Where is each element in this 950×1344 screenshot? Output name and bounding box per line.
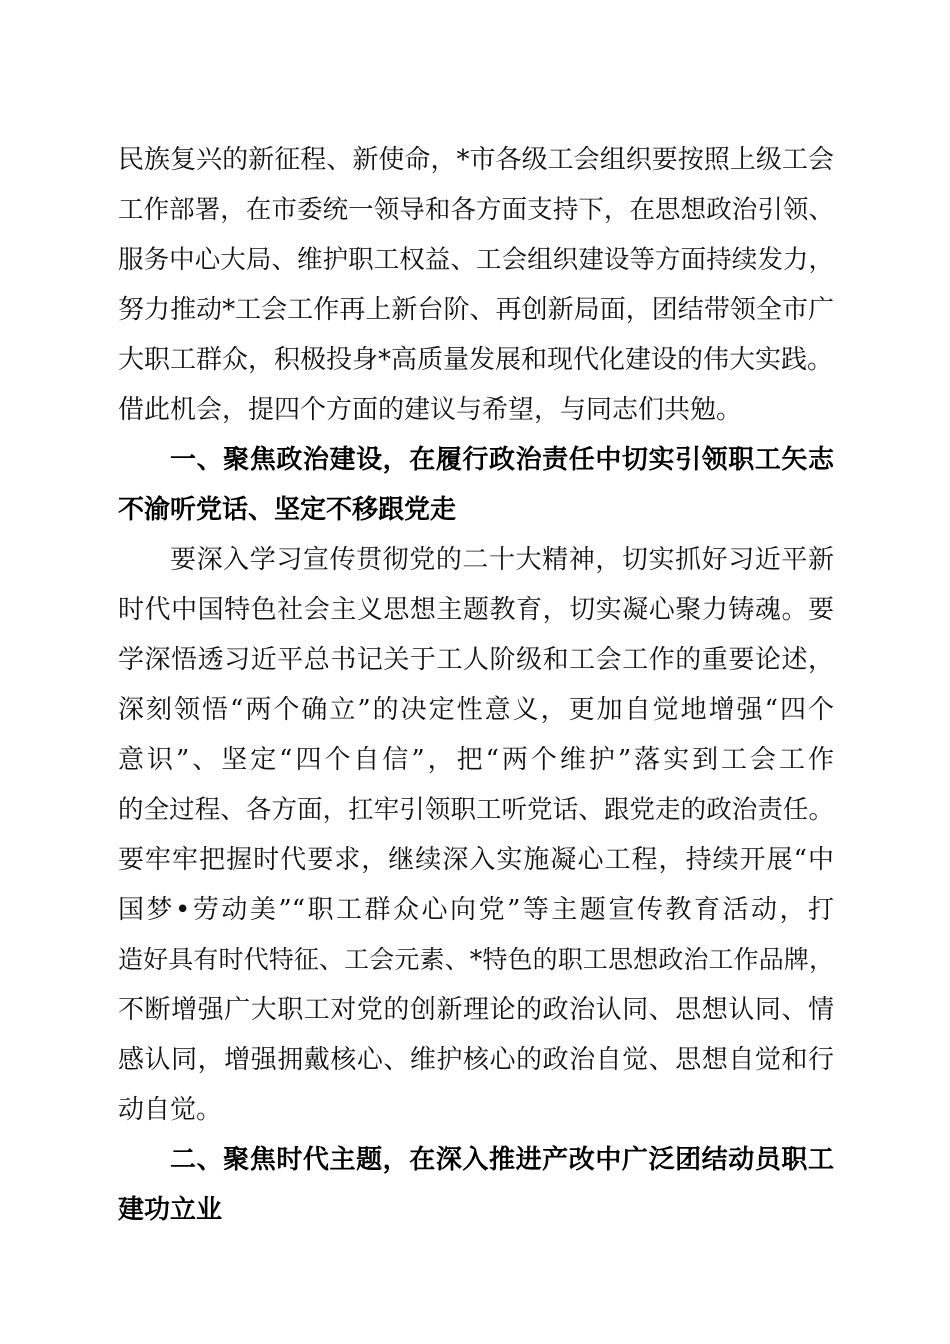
- intro-line-6: 借此机会，提四个方面的建议与希望，与同志们共勉。: [118, 395, 743, 425]
- section1-heading-line-1: 一、聚焦政治建设，在履行政治责任中切实引领职工矢志: [170, 445, 834, 475]
- intro-line-5: 大职工群众，积极投身*高质量发展和现代化建设的伟大实践。: [118, 345, 834, 375]
- section1-line-11: 感认同，增强拥戴核心、维护核心的政治自觉、思想自觉和行: [118, 1045, 834, 1075]
- section1-heading-line-2: 不渝听党话、坚定不移跟党走: [118, 495, 457, 525]
- section1-line-8: 国梦•劳动美”“职工群众心向党”等主题宣传教育活动，打: [118, 895, 834, 925]
- section2-heading-line-2: 建功立业: [118, 1195, 223, 1225]
- section1-line-3: 学深悟透习近平总书记关于工人阶级和工会工作的重要论述，: [118, 645, 834, 675]
- section1-line-2: 时代中国特色社会主义思想主题教育，切实凝心聚力铸魂。要: [118, 595, 834, 625]
- section1-line-9: 造好具有时代特征、工会元素、*特色的职工思想政治工作品牌，: [118, 945, 834, 974]
- intro-line-2: 工作部署，在市委统一领导和各方面支持下，在思想政治引领、: [118, 195, 834, 225]
- section1-line-10: 不断增强广大职工对党的创新理论的政治认同、思想认同、情: [118, 995, 834, 1025]
- section1-line-7: 要牢牢把握时代要求，继续深入实施凝心工程，持续开展“中: [118, 845, 834, 875]
- intro-line-1: 民族复兴的新征程、新使命，*市各级工会组织要按照上级工会: [118, 145, 834, 175]
- intro-line-3: 服务中心大局、维护职工权益、工会组织建设等方面持续发力，: [118, 245, 834, 275]
- section1-line-4: 深刻领悟“两个确立”的决定性意义，更加自觉地增强“四个: [118, 695, 834, 725]
- section1-line-1: 要深入学习宣传贯彻党的二十大精神，切实抓好习近平新: [170, 545, 834, 575]
- section1-line-12: 动自觉。: [118, 1095, 223, 1125]
- section1-line-6: 的全过程、各方面，扛牢引领职工听党话、跟党走的政治责任。: [118, 795, 834, 825]
- section1-line-5: 意识”、坚定“四个自信”，把“两个维护”落实到工会工作: [118, 745, 834, 775]
- intro-line-4: 努力推动*工会工作再上新台阶、再创新局面，团结带领全市广: [118, 295, 834, 325]
- section2-heading-line-1: 二、聚焦时代主题，在深入推进产改中广泛团结动员职工: [170, 1145, 834, 1175]
